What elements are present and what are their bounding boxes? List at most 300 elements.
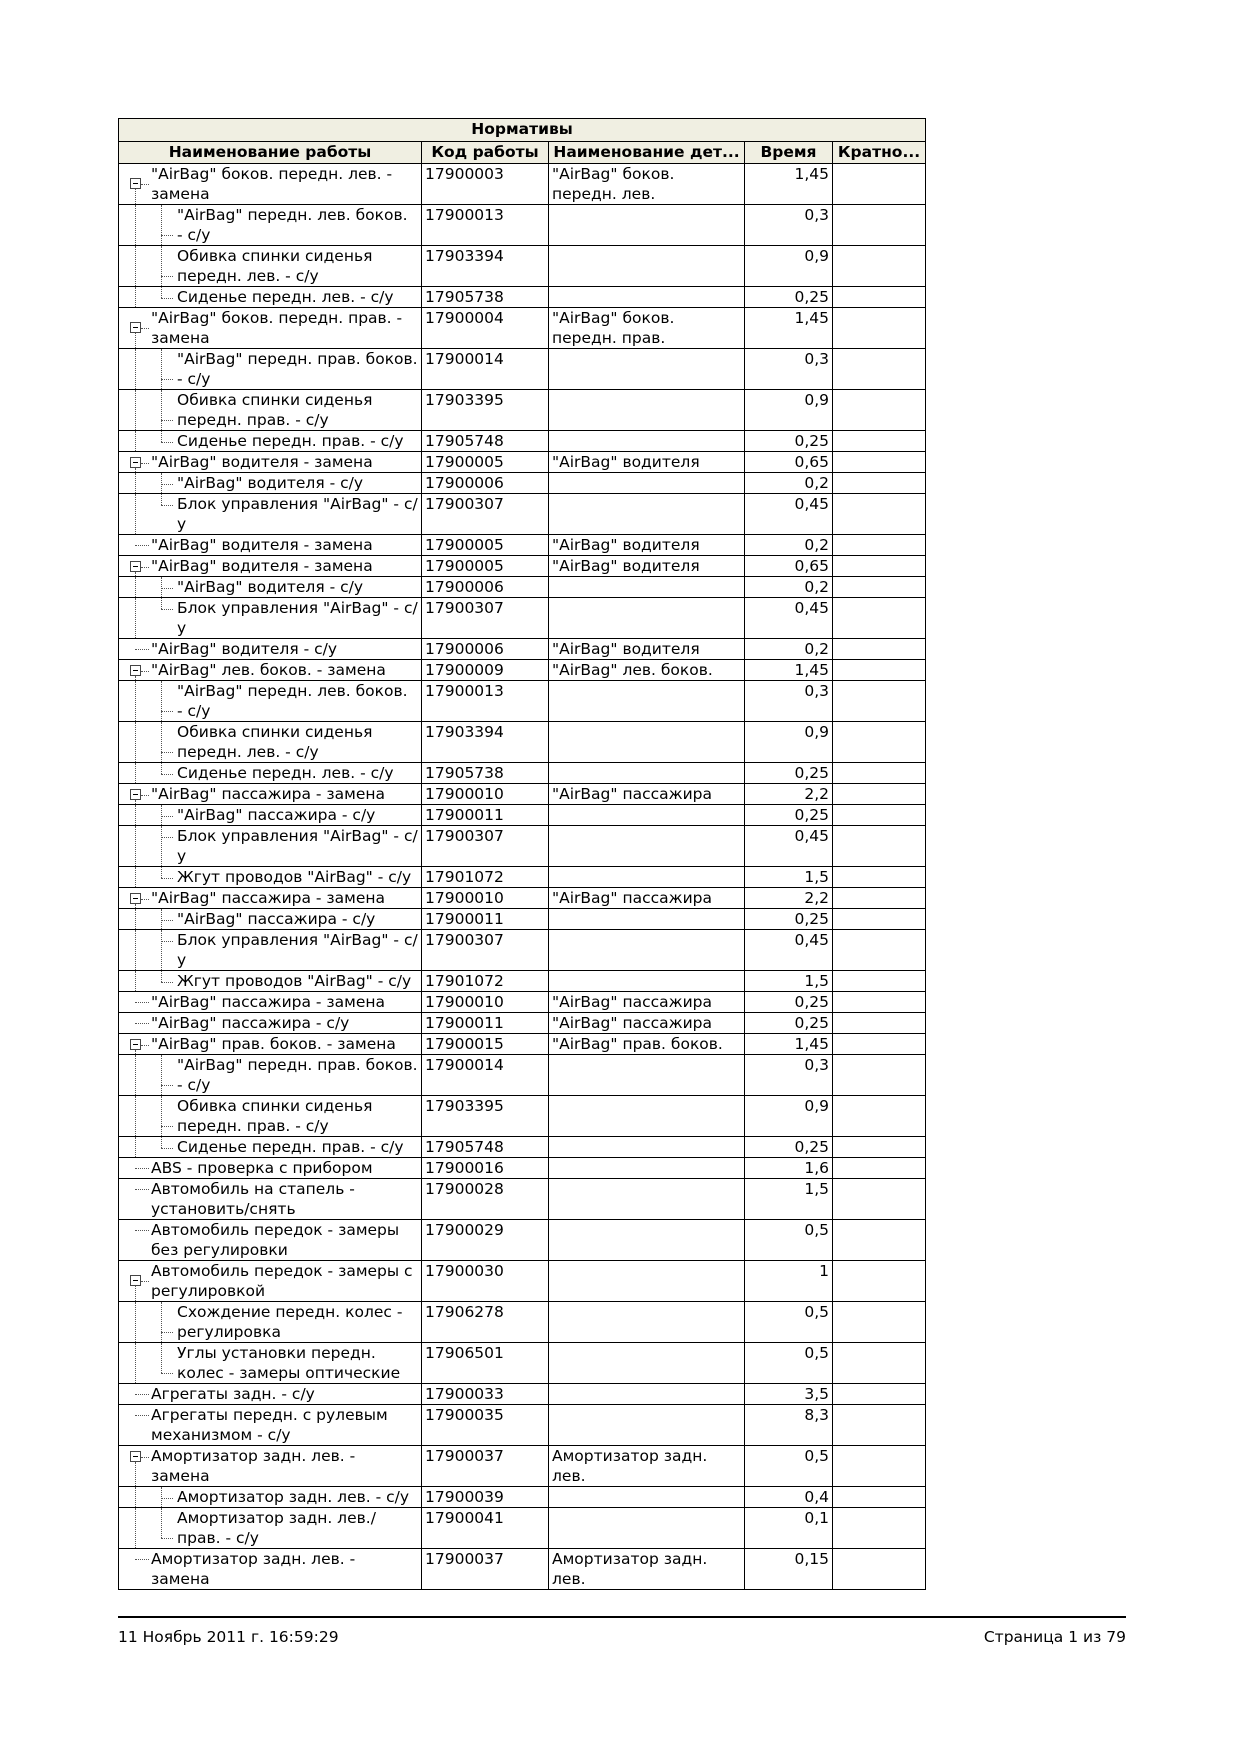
work-time: 0,3 xyxy=(745,681,833,722)
multiplicity xyxy=(833,577,926,598)
work-name-cell xyxy=(119,1487,422,1508)
work-name: Блок управления "AirBag" - с/у xyxy=(177,599,418,637)
table-row[interactable] xyxy=(119,598,926,639)
work-name: "AirBag" пассажира - замена xyxy=(151,785,386,803)
multiplicity xyxy=(833,205,926,246)
multiplicity xyxy=(833,971,926,992)
work-name-cell xyxy=(119,805,422,826)
collapse-toggle-icon[interactable] xyxy=(130,789,141,800)
col-header-work-name[interactable]: Наименование работы xyxy=(119,142,422,164)
work-code: 17903394 xyxy=(422,722,549,763)
work-name-cell xyxy=(119,784,422,805)
col-header-work-code[interactable]: Код работы xyxy=(422,142,549,164)
work-name: "AirBag" передн. прав. боков. - с/у xyxy=(177,1056,418,1094)
work-code: 17900014 xyxy=(422,349,549,390)
multiplicity xyxy=(833,1096,926,1137)
work-name-cell xyxy=(119,556,422,577)
table-row[interactable] xyxy=(119,930,926,971)
table-row[interactable] xyxy=(119,308,926,349)
multiplicity xyxy=(833,164,926,205)
work-name: Сиденье передн. прав. - с/у xyxy=(177,1138,404,1156)
table-row[interactable] xyxy=(119,681,926,722)
part-name: "AirBag" пассажира xyxy=(549,784,745,805)
work-time: 0,2 xyxy=(745,535,833,556)
part-name xyxy=(549,473,745,494)
work-name: "AirBag" боков. передн. лев. - замена xyxy=(151,165,393,203)
work-code: 17905738 xyxy=(422,287,549,308)
work-code: 17900005 xyxy=(422,452,549,473)
multiplicity xyxy=(833,1261,926,1302)
collapse-toggle-icon[interactable] xyxy=(130,178,141,189)
multiplicity xyxy=(833,1055,926,1096)
work-name-cell xyxy=(119,1343,422,1384)
work-time: 1,45 xyxy=(745,660,833,681)
table-row[interactable] xyxy=(119,867,926,888)
table-row[interactable] xyxy=(119,660,926,681)
work-time: 1,45 xyxy=(745,308,833,349)
work-code: 17900016 xyxy=(422,1158,549,1179)
part-name: "AirBag" боков. передн. лев. xyxy=(549,164,745,205)
part-name xyxy=(549,1261,745,1302)
table-row[interactable] xyxy=(119,1137,926,1158)
work-name-cell xyxy=(119,722,422,763)
part-name: "AirBag" пассажира xyxy=(549,888,745,909)
work-code: 17900014 xyxy=(422,1055,549,1096)
table-body xyxy=(119,164,926,1590)
work-name: "AirBag" водителя - замена xyxy=(151,453,373,471)
table-row[interactable] xyxy=(119,452,926,473)
multiplicity xyxy=(833,722,926,763)
work-name: ABS - проверка с прибором xyxy=(151,1159,373,1177)
work-code: 17900010 xyxy=(422,888,549,909)
work-name: "AirBag" пассажира - с/у xyxy=(151,1014,350,1032)
part-name: "AirBag" водителя xyxy=(549,556,745,577)
multiplicity xyxy=(833,1549,926,1590)
collapse-toggle-icon[interactable] xyxy=(130,1451,141,1462)
work-time: 0,25 xyxy=(745,992,833,1013)
work-code: 17900029 xyxy=(422,1220,549,1261)
work-time: 0,3 xyxy=(745,205,833,246)
table-row[interactable] xyxy=(119,349,926,390)
work-name: Обивка спинки сиденья передн. прав. - с/у xyxy=(177,1097,373,1135)
work-name-cell xyxy=(119,1158,422,1179)
work-time: 0,2 xyxy=(745,577,833,598)
collapse-toggle-icon[interactable] xyxy=(130,457,141,468)
table-row[interactable] xyxy=(119,1405,926,1446)
work-time: 0,3 xyxy=(745,1055,833,1096)
table-row[interactable] xyxy=(119,1446,926,1487)
work-time: 0,2 xyxy=(745,473,833,494)
work-time: 0,5 xyxy=(745,1343,833,1384)
part-name xyxy=(549,1302,745,1343)
multiplicity xyxy=(833,308,926,349)
work-name: "AirBag" пассажира - замена xyxy=(151,993,386,1011)
work-time: 0,25 xyxy=(745,763,833,784)
work-time: 0,25 xyxy=(745,287,833,308)
table-row[interactable] xyxy=(119,639,926,660)
work-name: "AirBag" водителя - с/у xyxy=(177,578,364,596)
part-name xyxy=(549,909,745,930)
work-code: 17900041 xyxy=(422,1508,549,1549)
part-name xyxy=(549,826,745,867)
multiplicity xyxy=(833,867,926,888)
table-row[interactable] xyxy=(119,1508,926,1549)
work-code: 17905748 xyxy=(422,1137,549,1158)
multiplicity xyxy=(833,1034,926,1055)
work-name: "AirBag" водителя - замена xyxy=(151,557,373,575)
table-row[interactable] xyxy=(119,971,926,992)
work-code: 17900010 xyxy=(422,784,549,805)
part-name xyxy=(549,1220,745,1261)
part-name xyxy=(549,431,745,452)
work-code: 17900035 xyxy=(422,1405,549,1446)
work-time: 0,45 xyxy=(745,930,833,971)
work-code: 17900015 xyxy=(422,1034,549,1055)
table-row[interactable] xyxy=(119,577,926,598)
work-name-cell xyxy=(119,763,422,784)
work-name: Обивка спинки сиденья передн. прав. - с/у xyxy=(177,391,373,429)
multiplicity xyxy=(833,639,926,660)
multiplicity xyxy=(833,992,926,1013)
table-row[interactable] xyxy=(119,1220,926,1261)
work-name: Жгут проводов "AirBag" - с/у xyxy=(177,868,412,886)
work-code: 17900011 xyxy=(422,805,549,826)
work-code: 17900006 xyxy=(422,577,549,598)
multiplicity xyxy=(833,494,926,535)
table-row[interactable] xyxy=(119,390,926,431)
part-name xyxy=(549,349,745,390)
part-name xyxy=(549,598,745,639)
part-name xyxy=(549,577,745,598)
work-name-cell xyxy=(119,390,422,431)
work-code: 17900005 xyxy=(422,535,549,556)
work-name: Агрегаты передн. с рулевым механизмом - с/у xyxy=(151,1406,388,1444)
work-name-cell xyxy=(119,867,422,888)
multiplicity xyxy=(833,390,926,431)
table-row[interactable] xyxy=(119,1158,926,1179)
work-time: 0,5 xyxy=(745,1302,833,1343)
work-name-cell xyxy=(119,971,422,992)
table-row[interactable] xyxy=(119,1384,926,1405)
table-row[interactable] xyxy=(119,784,926,805)
work-code: 17905748 xyxy=(422,431,549,452)
collapse-toggle-icon[interactable] xyxy=(130,665,141,676)
collapse-toggle-icon[interactable] xyxy=(130,893,141,904)
work-name: Автомобиль на стапель - установить/снять xyxy=(151,1180,355,1218)
table-row[interactable] xyxy=(119,992,926,1013)
part-name xyxy=(549,1137,745,1158)
work-time: 0,5 xyxy=(745,1220,833,1261)
work-name-cell xyxy=(119,287,422,308)
work-time: 0,25 xyxy=(745,909,833,930)
work-time: 0,25 xyxy=(745,1013,833,1034)
work-name: Амортизатор задн. лев./прав. - с/у xyxy=(177,1509,376,1547)
work-time: 0,1 xyxy=(745,1508,833,1549)
work-name-cell xyxy=(119,1508,422,1549)
work-name: "AirBag" водителя - с/у xyxy=(151,640,338,658)
multiplicity xyxy=(833,1158,926,1179)
work-time: 2,2 xyxy=(745,784,833,805)
work-name: "AirBag" передн. лев. боков. - с/у xyxy=(177,682,408,720)
work-name-cell xyxy=(119,577,422,598)
work-code: 17903395 xyxy=(422,390,549,431)
work-name-cell xyxy=(119,826,422,867)
work-code: 17900004 xyxy=(422,308,549,349)
part-name xyxy=(549,205,745,246)
multiplicity xyxy=(833,1179,926,1220)
work-time: 0,25 xyxy=(745,805,833,826)
table-row[interactable] xyxy=(119,1096,926,1137)
work-time: 1,45 xyxy=(745,164,833,205)
work-name-cell xyxy=(119,452,422,473)
work-name-cell xyxy=(119,1013,422,1034)
work-name-cell xyxy=(119,494,422,535)
multiplicity xyxy=(833,1302,926,1343)
table-row[interactable] xyxy=(119,909,926,930)
work-time: 1,6 xyxy=(745,1158,833,1179)
work-time: 1,45 xyxy=(745,1034,833,1055)
work-name-cell xyxy=(119,1261,422,1302)
table-row[interactable] xyxy=(119,556,926,577)
work-name-cell xyxy=(119,535,422,556)
work-code: 17900003 xyxy=(422,164,549,205)
work-code: 17906501 xyxy=(422,1343,549,1384)
work-code: 17900307 xyxy=(422,494,549,535)
part-name xyxy=(549,1508,745,1549)
multiplicity xyxy=(833,681,926,722)
work-code: 17905738 xyxy=(422,763,549,784)
work-time: 0,25 xyxy=(745,431,833,452)
work-time: 1,5 xyxy=(745,1179,833,1220)
multiplicity xyxy=(833,888,926,909)
work-time: 0,2 xyxy=(745,639,833,660)
work-name-cell xyxy=(119,598,422,639)
work-code: 17903394 xyxy=(422,246,549,287)
multiplicity xyxy=(833,1220,926,1261)
work-name-cell xyxy=(119,308,422,349)
multiplicity xyxy=(833,1137,926,1158)
work-time: 3,5 xyxy=(745,1384,833,1405)
work-code: 17900039 xyxy=(422,1487,549,1508)
multiplicity xyxy=(833,909,926,930)
work-time: 1 xyxy=(745,1261,833,1302)
table-row[interactable] xyxy=(119,1013,926,1034)
work-code: 17900033 xyxy=(422,1384,549,1405)
table-row[interactable] xyxy=(119,1261,926,1302)
table-row[interactable] xyxy=(119,805,926,826)
part-name xyxy=(549,867,745,888)
part-name xyxy=(549,246,745,287)
normatives-table xyxy=(118,118,926,1590)
work-name: Схождение передн. колес - регулировка xyxy=(177,1303,403,1341)
table-row[interactable] xyxy=(119,888,926,909)
multiplicity xyxy=(833,1446,926,1487)
work-time: 0,65 xyxy=(745,556,833,577)
part-name xyxy=(549,1487,745,1508)
table-row[interactable] xyxy=(119,1343,926,1384)
work-code: 17900013 xyxy=(422,205,549,246)
multiplicity xyxy=(833,1384,926,1405)
multiplicity xyxy=(833,1013,926,1034)
table-row[interactable] xyxy=(119,164,926,205)
work-name: Агрегаты задн. - с/у xyxy=(151,1385,315,1403)
work-code: 17903395 xyxy=(422,1096,549,1137)
multiplicity xyxy=(833,287,926,308)
work-name: Блок управления "AirBag" - с/у xyxy=(177,495,418,533)
work-code: 17900030 xyxy=(422,1261,549,1302)
part-name xyxy=(549,722,745,763)
work-time: 0,45 xyxy=(745,598,833,639)
work-code: 17900028 xyxy=(422,1179,549,1220)
collapse-toggle-icon[interactable] xyxy=(130,1275,141,1286)
work-time: 0,65 xyxy=(745,452,833,473)
table-row[interactable] xyxy=(119,1055,926,1096)
part-name xyxy=(549,805,745,826)
part-name xyxy=(549,494,745,535)
work-name-cell xyxy=(119,1137,422,1158)
work-code: 17900037 xyxy=(422,1549,549,1590)
part-name: Амортизатор задн. лев. xyxy=(549,1446,745,1487)
work-code: 17900006 xyxy=(422,473,549,494)
part-name xyxy=(549,1384,745,1405)
collapse-toggle-icon[interactable] xyxy=(130,322,141,333)
table-row[interactable] xyxy=(119,494,926,535)
table-row[interactable] xyxy=(119,1487,926,1508)
table-row[interactable] xyxy=(119,205,926,246)
part-name: "AirBag" боков. передн. прав. xyxy=(549,308,745,349)
footer-datetime: 11 Ноябрь 2011 г. 16:59:29 xyxy=(118,1628,339,1646)
work-time: 0,9 xyxy=(745,1096,833,1137)
work-code: 17900037 xyxy=(422,1446,549,1487)
table-row[interactable] xyxy=(119,1179,926,1220)
part-name xyxy=(549,287,745,308)
table-row[interactable] xyxy=(119,1549,926,1590)
part-name xyxy=(549,1179,745,1220)
work-time: 8,3 xyxy=(745,1405,833,1446)
table-title: Нормативы xyxy=(119,119,926,142)
work-name-cell xyxy=(119,1384,422,1405)
table-row[interactable] xyxy=(119,1302,926,1343)
work-name: Блок управления "AirBag" - с/у xyxy=(177,827,418,865)
work-code: 17906278 xyxy=(422,1302,549,1343)
work-code: 17900005 xyxy=(422,556,549,577)
multiplicity xyxy=(833,452,926,473)
work-time: 0,5 xyxy=(745,1446,833,1487)
collapse-toggle-icon[interactable] xyxy=(130,1039,141,1050)
work-name: "AirBag" водителя - замена xyxy=(151,536,373,554)
work-name-cell xyxy=(119,1055,422,1096)
multiplicity xyxy=(833,473,926,494)
table-row[interactable] xyxy=(119,287,926,308)
work-name: Автомобиль передок - замеры с регулировкой xyxy=(151,1262,413,1300)
footer-divider xyxy=(118,1616,1126,1618)
work-time: 0,45 xyxy=(745,494,833,535)
work-name-cell xyxy=(119,1220,422,1261)
work-time: 2,2 xyxy=(745,888,833,909)
table-row[interactable] xyxy=(119,246,926,287)
collapse-toggle-icon[interactable] xyxy=(130,561,141,572)
work-name: "AirBag" передн. прав. боков. - с/у xyxy=(177,350,418,388)
work-name: Амортизатор задн. лев. - замена xyxy=(151,1550,356,1588)
work-name: Сиденье передн. лев. - с/у xyxy=(177,764,394,782)
table-row[interactable] xyxy=(119,722,926,763)
table-row[interactable] xyxy=(119,1034,926,1055)
table-row[interactable] xyxy=(119,473,926,494)
work-name-cell xyxy=(119,1302,422,1343)
work-name: "AirBag" пассажира - замена xyxy=(151,889,386,907)
work-name-cell xyxy=(119,1034,422,1055)
multiplicity xyxy=(833,826,926,867)
work-time: 0,3 xyxy=(745,349,833,390)
multiplicity xyxy=(833,431,926,452)
part-name xyxy=(549,1405,745,1446)
multiplicity xyxy=(833,1405,926,1446)
table-row[interactable] xyxy=(119,826,926,867)
part-name: "AirBag" водителя xyxy=(549,535,745,556)
work-name-cell xyxy=(119,992,422,1013)
table-row[interactable] xyxy=(119,535,926,556)
multiplicity xyxy=(833,598,926,639)
part-name: "AirBag" водителя xyxy=(549,452,745,473)
col-header-multiplicity[interactable]: Кратно... xyxy=(833,142,926,164)
table-row[interactable] xyxy=(119,763,926,784)
part-name: "AirBag" водителя xyxy=(549,639,745,660)
work-name-cell xyxy=(119,205,422,246)
work-name: Обивка спинки сиденья передн. лев. - с/у xyxy=(177,247,373,285)
work-time: 0,9 xyxy=(745,390,833,431)
work-time: 0,9 xyxy=(745,722,833,763)
part-name: "AirBag" лев. боков. xyxy=(549,660,745,681)
part-name: "AirBag" пассажира xyxy=(549,1013,745,1034)
part-name: "AirBag" пассажира xyxy=(549,992,745,1013)
part-name xyxy=(549,763,745,784)
part-name xyxy=(549,390,745,431)
work-time: 1,5 xyxy=(745,971,833,992)
work-name-cell xyxy=(119,1549,422,1590)
work-code: 17900307 xyxy=(422,930,549,971)
work-name: "AirBag" пассажира - с/у xyxy=(177,910,376,928)
work-code: 17900307 xyxy=(422,598,549,639)
part-name xyxy=(549,930,745,971)
part-name xyxy=(549,1343,745,1384)
work-name-cell xyxy=(119,473,422,494)
footer-page-number: Страница 1 из 79 xyxy=(983,1628,1126,1646)
work-name-cell xyxy=(119,930,422,971)
work-name-cell xyxy=(119,431,422,452)
col-header-part-name[interactable]: Наименование дет... xyxy=(549,142,745,164)
work-name: Сиденье передн. лев. - с/у xyxy=(177,288,394,306)
part-name xyxy=(549,681,745,722)
work-name: "AirBag" передн. лев. боков. - с/у xyxy=(177,206,408,244)
part-name xyxy=(549,1096,745,1137)
work-name-cell xyxy=(119,660,422,681)
work-name: Автомобиль передок - замеры без регулировки xyxy=(151,1221,400,1259)
work-time: 0,4 xyxy=(745,1487,833,1508)
work-time: 0,25 xyxy=(745,1137,833,1158)
work-time: 0,15 xyxy=(745,1549,833,1590)
work-name: Углы установки передн. колес - замеры оптические xyxy=(177,1344,401,1382)
table-row[interactable] xyxy=(119,431,926,452)
work-code: 17900009 xyxy=(422,660,549,681)
multiplicity xyxy=(833,1343,926,1384)
multiplicity xyxy=(833,1487,926,1508)
work-name: Блок управления "AirBag" - с/у xyxy=(177,931,418,969)
work-name: "AirBag" прав. боков. - замена xyxy=(151,1035,396,1053)
work-name: Сиденье передн. прав. - с/у xyxy=(177,432,404,450)
work-name: Амортизатор задн. лев. - с/у xyxy=(177,1488,410,1506)
col-header-time[interactable]: Время xyxy=(745,142,833,164)
work-code: 17900010 xyxy=(422,992,549,1013)
